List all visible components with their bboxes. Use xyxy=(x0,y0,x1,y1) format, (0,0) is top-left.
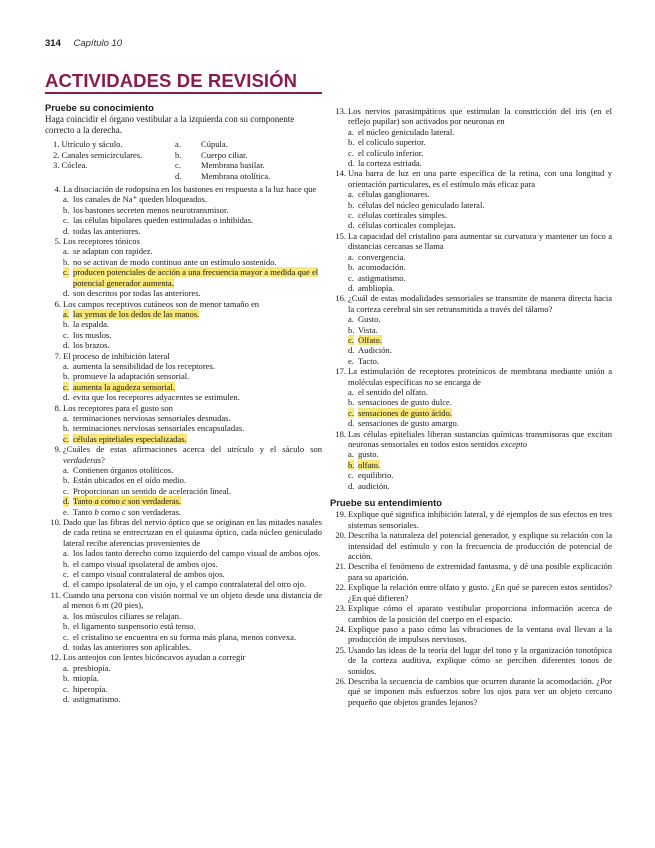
question-number: 24. xyxy=(335,623,346,634)
answer-option[interactable] xyxy=(348,481,612,491)
answer-option[interactable] xyxy=(63,642,322,652)
option-text: Contienen órganos otolíticos. xyxy=(73,465,174,475)
question-20 xyxy=(330,530,612,561)
option-text: el campo visual contralateral de ambos ojos. xyxy=(73,569,225,580)
option-letter: a. xyxy=(348,449,354,460)
option-text: no se activan de modo continuo ante un estímulo sostenido. xyxy=(73,256,277,267)
option-letter: a. xyxy=(348,189,354,200)
answer-option-highlighted[interactable] xyxy=(348,408,612,418)
answer-option[interactable] xyxy=(63,330,322,340)
question-number: 15. xyxy=(335,230,346,241)
option-text: las yemas de los dedos de las manos. xyxy=(73,308,200,319)
option-text: células ganglionares. xyxy=(358,189,430,200)
option-text: el colículo superior. xyxy=(358,137,426,148)
question-number: 6. xyxy=(54,298,61,309)
option-text: sensaciones de gusto amargo. xyxy=(358,418,459,429)
question-25 xyxy=(330,645,612,676)
answer-option[interactable] xyxy=(348,158,612,168)
option-text: células del núcleo geniculado lateral. xyxy=(358,199,485,210)
answer-option[interactable] xyxy=(63,340,322,350)
answer-option[interactable] xyxy=(63,288,322,298)
option-letter: b. xyxy=(348,459,355,470)
answer-option[interactable] xyxy=(63,361,322,371)
option-letter: a. xyxy=(63,465,69,475)
question-number: 18. xyxy=(335,428,346,439)
answer-option[interactable] xyxy=(63,215,322,225)
option-letter: a. xyxy=(63,412,69,423)
question-8 xyxy=(45,403,322,445)
question-text: Una barra de luz en una parte específica de la retina, con una longitud y orientación particulares, es el estímulo más eficaz para xyxy=(348,168,612,189)
question-text: Los campos receptivos cutáneos son de menor tamaño en xyxy=(63,298,260,309)
question-26 xyxy=(330,676,612,707)
option-letter: b. xyxy=(63,475,70,486)
question-number: 10. xyxy=(50,517,61,528)
question-text xyxy=(348,366,612,387)
question-number: 11. xyxy=(50,589,61,600)
answer-option[interactable] xyxy=(348,220,612,230)
option-text: Están ubicados en el oído medio. xyxy=(73,475,186,486)
option-text: terminaciones nerviosas sensoriales encapsuladas. xyxy=(73,423,245,434)
answer-option[interactable] xyxy=(348,314,612,324)
section-heading: Pruebe su conocimiento xyxy=(45,102,154,113)
question-text-part: La estimulación de receptores proteínicos de membrana mediante unión a moléculas específicas xyxy=(348,366,612,387)
question-number: 26. xyxy=(335,675,346,686)
option-letter: c. xyxy=(348,147,354,158)
question-19 xyxy=(330,509,612,530)
option-text: terminaciones nerviosas sensoriales desnudas. xyxy=(73,412,231,423)
option-text: acomodación. xyxy=(358,262,406,273)
answer-option[interactable] xyxy=(348,325,612,335)
option-letter: a. xyxy=(63,360,69,371)
answer-option[interactable] xyxy=(63,194,322,204)
question-number: 20. xyxy=(335,530,346,541)
match-left-item: 1. Utrículo y sáculo. xyxy=(53,139,123,150)
option-letter: a. xyxy=(63,194,69,205)
option-letter: d. xyxy=(348,345,355,356)
question-number: 17. xyxy=(335,366,346,377)
question-9 xyxy=(45,444,322,517)
option-letter: c. xyxy=(63,267,69,278)
option-letter: c. xyxy=(63,329,69,340)
option-text-emphasis: a xyxy=(94,496,99,507)
answer-option[interactable] xyxy=(348,356,612,366)
option-letter: d. xyxy=(348,418,355,429)
question-number: 5. xyxy=(54,236,61,247)
question-text: El proceso de inhibición lateral xyxy=(63,350,170,361)
question-number: 22. xyxy=(335,582,346,593)
option-letter: b. xyxy=(348,199,355,210)
option-letter: a. xyxy=(348,126,354,137)
option-letter: c. xyxy=(348,334,354,345)
option-letter: a. xyxy=(63,246,69,257)
question-5 xyxy=(45,236,322,298)
answer-option[interactable] xyxy=(63,621,322,631)
answer-option[interactable] xyxy=(348,137,612,147)
answer-option[interactable] xyxy=(348,252,612,262)
option-letter: a. xyxy=(348,386,354,397)
match-left-item: 3. Cóclea. xyxy=(53,160,88,171)
match-right-item: Cuerpo ciliar. xyxy=(201,149,248,160)
option-letter: b. xyxy=(63,371,70,382)
question-4 xyxy=(45,184,322,236)
option-text: células epiteliales especializadas. xyxy=(73,433,187,444)
answer-option[interactable] xyxy=(63,684,322,694)
option-text: hiperopía. xyxy=(73,683,108,694)
option-text: el ligamento suspensorio está tenso. xyxy=(73,621,196,632)
option-text: gusto. xyxy=(358,449,379,460)
answer-option[interactable] xyxy=(63,673,322,683)
option-letter: c. xyxy=(63,215,69,226)
option-text: células corticales complejas. xyxy=(358,220,456,231)
question-text: ¿Cuál de estas modalidades sensoriales se transmite de manera directa hacia la corteza cerebral sin ser retransmitida a través del tálamo? xyxy=(348,293,612,314)
question-text-part: se encarga de xyxy=(432,376,481,387)
option-text: el colículo inferior. xyxy=(358,147,424,158)
question-21 xyxy=(330,561,612,582)
question-text: Dado que las fibras del nervio óptico que se originan en las mitades nasales de cada retina se entrecruzan en el quiasma óptico, cada núcleo geniculado lateral recibe aferencias provenientes de xyxy=(63,517,322,548)
section-title-bar xyxy=(45,70,322,96)
answer-option[interactable] xyxy=(63,663,322,673)
match-right-item: Membrana otolítica. xyxy=(201,170,271,181)
option-text: olfato. xyxy=(358,459,381,470)
option-text: promueve la adaptación sensorial. xyxy=(73,371,190,382)
answer-option[interactable] xyxy=(348,273,612,283)
option-text: células corticales simples. xyxy=(358,210,447,221)
option-letter: d. xyxy=(63,288,70,299)
option-letter: b. xyxy=(63,558,70,569)
option-text: la espalda. xyxy=(73,319,110,330)
answer-option[interactable] xyxy=(348,418,612,428)
answer-option[interactable] xyxy=(63,579,322,589)
option-text: equilibrio. xyxy=(358,470,394,481)
answer-option[interactable] xyxy=(63,475,322,485)
option-letter: b. xyxy=(63,256,70,267)
question-text-part: ¿Cuáles de estas afirmaciones acerca del utrículo y el sáculo son xyxy=(63,444,322,455)
question-text: Los receptores para el gusto son xyxy=(63,402,173,413)
question-number: 4. xyxy=(54,184,61,195)
question-text: Describa la secuencia de cambios que ocurren durante la acomodación. ¿Por qué se imponen más esfuerzos sobre los ojos para ver un objeto cercano pequeño que objetos grandes lejanos? xyxy=(348,675,612,707)
question-number: 23. xyxy=(335,603,346,614)
answer-option[interactable] xyxy=(63,632,322,642)
option-text: el sentido del olfato. xyxy=(358,386,428,397)
question-number: 16. xyxy=(335,293,346,304)
answer-option[interactable] xyxy=(63,257,322,267)
question-24 xyxy=(330,624,612,645)
option-text-part: son verdaderas. xyxy=(125,496,182,507)
answer-option[interactable] xyxy=(63,569,322,579)
question-text-part: ? xyxy=(101,454,105,465)
option-letter: d. xyxy=(63,693,70,704)
question-number: 13. xyxy=(335,106,346,116)
option-text: astigmatismo. xyxy=(358,272,406,283)
answer-option-highlighted[interactable] xyxy=(348,335,612,345)
question-number: 19. xyxy=(335,509,346,520)
answer-option-highlighted[interactable] xyxy=(63,309,322,319)
option-letter: b. xyxy=(63,621,70,632)
answer-option[interactable] xyxy=(63,486,322,496)
option-text-part: Tanto xyxy=(73,506,95,517)
page-header xyxy=(45,38,122,49)
option-letter: d. xyxy=(63,579,70,590)
question-text: Usando las ideas de la teoría del lugar del tono y la organización tonotópica de la corteza auditiva, explique cómo se perciben diferentes tonos de sonidos. xyxy=(348,644,612,676)
answer-option[interactable] xyxy=(63,694,322,704)
answer-option[interactable] xyxy=(348,210,612,220)
answer-option-highlighted[interactable] xyxy=(63,382,322,392)
option-text-part: como xyxy=(98,496,123,507)
answer-option[interactable] xyxy=(63,423,322,433)
option-letter: b. xyxy=(63,204,70,215)
question-10 xyxy=(45,517,322,590)
section-intro: Haga coincidir el órgano vestibular a la izquierda con su componente correcto a la derecha. xyxy=(45,114,295,136)
option-text: el cristalino se encuentra en su forma más plana, menos convexa. xyxy=(73,631,297,642)
option-letter: c. xyxy=(63,485,69,496)
option-text: son descritos por todas las anteriores. xyxy=(73,288,201,299)
option-letter: e. xyxy=(348,355,354,366)
question-17 xyxy=(330,366,612,428)
question-16 xyxy=(330,293,612,366)
option-letter: c. xyxy=(348,210,354,221)
question-number: 21. xyxy=(335,561,346,572)
page-title: ACTIVIDADES DE REVISIÓN xyxy=(45,70,298,91)
option-letter: c. xyxy=(63,631,69,642)
question-number: 12. xyxy=(50,652,61,663)
chapter-label: Capítulo 10 xyxy=(73,38,123,49)
option-text: producen potenciales de acción a una frecuencia mayor a medida que el potencial generador aumenta. xyxy=(73,267,319,288)
question-text-part: Las células epiteliales liberan sustancias químicas transmisoras que excitan neuronas sensoriales en todos estos sentidos xyxy=(348,428,612,449)
option-letter: d. xyxy=(63,225,70,236)
question-text: Los receptores tónicos xyxy=(63,236,140,247)
option-text: audición. xyxy=(358,480,390,491)
option-letter: d. xyxy=(63,496,70,507)
question-text: Explique cómo el aparato vestibular proporciona información acerca de cambios de la posición del cuerpo en el espacio. xyxy=(348,603,612,624)
option-letter: b. xyxy=(63,319,70,330)
option-letter: a. xyxy=(348,251,354,262)
question-text xyxy=(63,444,322,465)
question-number: 8. xyxy=(54,402,61,413)
question-text: Explique la relación entre olfato y gusto. ¿En qué se parecen estos sentidos? ¿En qué difieren? xyxy=(348,582,612,603)
option-text-part: Tanto xyxy=(73,496,95,507)
option-text-emphasis: c xyxy=(122,496,126,507)
matching-table xyxy=(53,139,322,181)
option-letter: d. xyxy=(348,158,355,169)
question-text-emphasis: excepto xyxy=(500,439,527,449)
option-text: Gusto. xyxy=(358,314,381,325)
option-letter: b. xyxy=(348,324,355,335)
answer-option[interactable] xyxy=(63,205,322,215)
answer-option[interactable] xyxy=(63,548,322,558)
title-rule xyxy=(45,92,322,94)
option-letter: c. xyxy=(63,683,69,694)
option-letter: b. xyxy=(348,397,355,408)
option-letter: b. xyxy=(63,423,70,434)
option-text: Audición. xyxy=(358,345,392,356)
option-letter: a. xyxy=(63,308,69,319)
option-text xyxy=(73,496,181,506)
question-7 xyxy=(45,351,322,403)
option-letter: a. xyxy=(63,662,69,673)
option-text: los canales de Na⁺ queden bloqueados. xyxy=(73,194,208,205)
option-text: todas las anteriores son aplicables. xyxy=(73,641,191,652)
question-number: 9. xyxy=(54,444,61,455)
match-letter: a. xyxy=(175,139,181,150)
question-text: Los nervios parasimpáticos que estimulan la constricción del iris (en el reflejo pupilar) son activados por neuronas en xyxy=(348,106,612,127)
question-6 xyxy=(45,299,322,351)
answer-option[interactable] xyxy=(348,262,612,272)
match-letter: b. xyxy=(175,149,182,160)
answer-option[interactable] xyxy=(348,345,612,355)
answer-option[interactable] xyxy=(348,283,612,293)
answer-option[interactable] xyxy=(63,507,322,517)
option-text: los muslos. xyxy=(73,329,112,340)
option-letter: c. xyxy=(348,407,354,418)
option-letter: b. xyxy=(348,262,355,273)
option-letter: d. xyxy=(348,480,355,491)
question-12 xyxy=(45,652,322,704)
option-text: los músculos ciliares se relajan. xyxy=(73,610,181,621)
left-column xyxy=(45,103,322,704)
answer-option[interactable] xyxy=(63,371,322,381)
option-text: la corteza estriada. xyxy=(358,158,422,169)
question-text: Los anteojos con lentes bicóncavos ayudan a corregir xyxy=(63,652,246,663)
option-text: aumenta la agudeza sensorial. xyxy=(73,381,176,392)
answer-option[interactable] xyxy=(348,200,612,210)
answer-option[interactable] xyxy=(348,397,612,407)
option-letter: b. xyxy=(63,673,70,684)
question-text: Explique qué significa inhibición lateral, y dé ejemplos de sus efectos en tres sistemas sensoriales. xyxy=(348,509,612,530)
question-text: Explique paso a paso cómo las vibraciones de la ventana oval llevan a la producción de impulsos nerviosos. xyxy=(348,623,612,645)
answer-option[interactable] xyxy=(63,413,322,423)
option-letter: c. xyxy=(348,470,354,481)
question-text: Describa la naturaleza del potencial generador, y explique su relación con la intensidad del estímulo y con la frecuencia de producción de potencial de acción. xyxy=(348,530,612,562)
answer-option[interactable] xyxy=(63,392,322,402)
option-letter: c. xyxy=(348,272,354,283)
option-letter: a. xyxy=(63,610,69,621)
option-letter: a. xyxy=(348,314,354,325)
question-23 xyxy=(330,603,612,624)
option-text: miopía. xyxy=(73,673,99,684)
option-text: sensaciones de gusto dulce. xyxy=(358,397,452,408)
answer-option[interactable] xyxy=(63,226,322,236)
question-text: La disociación de rodopsina en los bastones en respuesta a la luz hace que xyxy=(63,184,317,195)
option-text: el núcleo geniculado lateral. xyxy=(358,126,455,137)
question-text: La capacidad del cristalino para aumentar su curvatura y mantener un foco a distancias cercanas se llama xyxy=(348,230,612,252)
option-text: convergencia. xyxy=(358,251,406,262)
page-number: 314 xyxy=(45,38,61,49)
option-letter: b. xyxy=(348,137,355,148)
question-18 xyxy=(330,429,612,491)
right-column xyxy=(330,106,612,707)
answer-option-highlighted[interactable] xyxy=(63,496,322,506)
question-number: 25. xyxy=(335,644,346,655)
answer-option[interactable] xyxy=(63,246,322,256)
option-letter: a. xyxy=(63,548,69,559)
question-13 xyxy=(330,106,612,168)
answer-option[interactable] xyxy=(348,189,612,199)
option-text-part: como xyxy=(98,506,123,517)
option-letter: e. xyxy=(63,506,69,517)
question-text-emphasis: no xyxy=(424,376,433,387)
option-text: ambliopía. xyxy=(358,282,395,293)
answer-option[interactable] xyxy=(63,465,322,475)
option-text: el campo ipsolateral de un ojo, y el campo contralateral del otro ojo. xyxy=(73,579,307,590)
match-right-item: Membrana basilar. xyxy=(201,160,265,171)
option-text-emphasis: c xyxy=(122,506,126,517)
option-text: se adaptan con rapidez. xyxy=(73,246,153,257)
option-letter: d. xyxy=(348,220,355,231)
option-text: los lados tanto derecho como izquierdo del campo visual de ambos ojos. xyxy=(73,548,321,559)
question-11 xyxy=(45,590,322,652)
option-text: Olfato. xyxy=(358,334,382,345)
match-letter: c. xyxy=(175,160,181,171)
answer-option[interactable] xyxy=(348,387,612,397)
option-text: las células bipolares queden estimuladas o inhibidas. xyxy=(73,215,254,226)
question-14 xyxy=(330,168,612,230)
question-text: Cuando una persona con visión normal ve un objeto desde una distancia de al menos 6 m (20 pies), xyxy=(63,589,322,611)
option-letter: d. xyxy=(348,282,355,293)
option-letter: c. xyxy=(63,569,69,580)
question-number: 7. xyxy=(54,350,61,361)
option-text: presbiopía. xyxy=(73,662,111,673)
answer-option-highlighted[interactable] xyxy=(63,267,322,288)
option-text-emphasis: b xyxy=(94,506,99,517)
answer-option[interactable] xyxy=(63,611,322,621)
question-22 xyxy=(330,582,612,603)
option-text: astigmatismo. xyxy=(73,693,121,704)
option-text: evita que los receptores adyacentes se estimulen. xyxy=(73,392,240,403)
option-text-part: son verdaderas. xyxy=(125,506,182,517)
answer-option[interactable] xyxy=(348,148,612,158)
answer-option[interactable] xyxy=(348,449,612,459)
question-15 xyxy=(330,231,612,293)
answer-option[interactable] xyxy=(348,127,612,137)
match-left-item: 2. Canales semicirculares. xyxy=(53,149,143,160)
option-text: Proporcionan un sentido de aceleración lineal. xyxy=(73,485,232,496)
match-letter: d. xyxy=(175,170,182,181)
question-number: 14. xyxy=(335,168,346,179)
answer-option-highlighted[interactable] xyxy=(348,460,612,470)
option-letter: c. xyxy=(63,381,69,392)
option-letter: d. xyxy=(63,340,70,351)
option-text: el campo visual ipsolateral de ambos ojos. xyxy=(73,558,218,569)
option-text: los brazos. xyxy=(73,340,110,351)
option-text: aumenta la sensibilidad de los receptores. xyxy=(73,360,215,371)
question-text: Describa el fenómeno de extremidad fantasma, y dé una posible explicación para su aparición. xyxy=(348,561,612,582)
option-text: sensaciones de gusto ácido. xyxy=(358,407,452,418)
match-right-item: Cúpula. xyxy=(201,139,228,150)
answer-option[interactable] xyxy=(63,319,322,329)
answer-option[interactable] xyxy=(63,559,322,569)
question-text xyxy=(348,429,612,450)
section-heading: Pruebe su entendimiento xyxy=(330,497,442,509)
option-text: Tacto. xyxy=(358,355,379,366)
question-text-emphasis: verdaderas xyxy=(63,454,102,465)
option-letter: d. xyxy=(63,392,70,403)
option-text: Vista. xyxy=(358,324,378,335)
option-letter: d. xyxy=(63,641,70,652)
answer-option[interactable] xyxy=(348,470,612,480)
option-letter: c. xyxy=(63,433,69,444)
match-left-item xyxy=(53,171,175,181)
option-text xyxy=(73,507,181,517)
answer-option-highlighted[interactable] xyxy=(63,434,322,444)
option-text: los bastones secreten menos neurotransmisor. xyxy=(73,204,229,215)
option-text: todas las anteriores. xyxy=(73,225,141,236)
